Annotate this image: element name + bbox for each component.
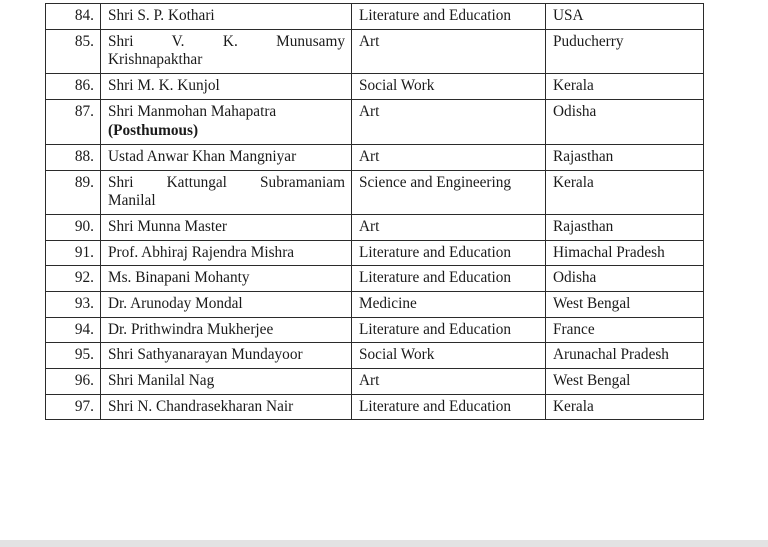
recipient-name-line: Shri N. Chandrasekharan Nair	[108, 397, 294, 415]
row-field-category: Social Work	[352, 73, 546, 99]
row-state-country: Puducherry	[546, 29, 704, 73]
table-row	[46, 144, 704, 170]
row-state-country: Himachal Pradesh	[546, 240, 704, 266]
row-state-country: Odisha	[546, 266, 704, 292]
row-field-category: Art	[352, 99, 546, 144]
row-serial-number: 97.	[46, 394, 101, 420]
table-row	[46, 291, 704, 317]
row-state-country: Kerala	[546, 394, 704, 420]
row-serial-number: 86.	[46, 73, 101, 99]
row-state-country: Rajasthan	[546, 144, 704, 170]
table-row	[46, 170, 704, 214]
row-state-country: Odisha	[546, 99, 704, 144]
row-field-category: Art	[352, 29, 546, 73]
row-serial-number: 91.	[46, 240, 101, 266]
recipient-name-line: Ms. Binapani Mohanty	[108, 269, 250, 287]
row-recipient-name	[101, 73, 352, 99]
row-recipient-name	[101, 394, 352, 420]
row-field-category: Art	[352, 144, 546, 170]
recipient-name-line: Shri M. K. Kunjol	[108, 76, 220, 94]
row-state-country: USA	[546, 4, 704, 30]
awards-recipients-table	[45, 3, 704, 420]
row-state-country: West Bengal	[546, 368, 704, 394]
table-row	[46, 266, 704, 292]
row-recipient-name	[101, 343, 352, 369]
recipient-name-line: Shri Sathyanarayan Mundayoor	[108, 346, 303, 364]
page-bottom-band	[0, 540, 768, 547]
recipient-name-line: Shri Manilal Nag	[108, 371, 215, 389]
row-field-category: Literature and Education	[352, 266, 546, 292]
table-row	[46, 317, 704, 343]
row-serial-number: 89.	[46, 170, 101, 214]
row-state-country: Rajasthan	[546, 214, 704, 240]
row-serial-number: 95.	[46, 343, 101, 369]
recipient-name-line: Shri Munna Master	[108, 217, 227, 235]
row-serial-number: 92.	[46, 266, 101, 292]
row-recipient-name	[101, 266, 352, 292]
table-row	[46, 368, 704, 394]
recipient-name-line: Ustad Anwar Khan Mangniyar	[108, 147, 297, 165]
row-state-country: West Bengal	[546, 291, 704, 317]
row-recipient-name	[101, 291, 352, 317]
table-row	[46, 343, 704, 369]
recipient-name-line: Manilal	[108, 192, 156, 210]
recipient-name-line: Dr. Prithwindra Mukherjee	[108, 320, 274, 338]
row-recipient-name	[101, 214, 352, 240]
row-recipient-name	[101, 4, 352, 30]
table-row	[46, 240, 704, 266]
row-recipient-name	[101, 29, 352, 73]
row-state-country: Kerala	[546, 170, 704, 214]
row-recipient-name	[101, 240, 352, 266]
row-serial-number: 87.	[46, 99, 101, 144]
recipient-name-line: Shri Kattungal Subramaniam	[108, 173, 345, 191]
row-serial-number: 88.	[46, 144, 101, 170]
row-field-category: Science and Engineering	[352, 170, 546, 214]
row-field-category: Literature and Education	[352, 240, 546, 266]
row-state-country: Arunachal Pradesh	[546, 343, 704, 369]
row-state-country: Kerala	[546, 73, 704, 99]
row-field-category: Literature and Education	[352, 394, 546, 420]
row-field-category: Art	[352, 214, 546, 240]
row-serial-number: 85.	[46, 29, 101, 73]
table-row	[46, 214, 704, 240]
row-serial-number: 84.	[46, 4, 101, 30]
row-serial-number: 90.	[46, 214, 101, 240]
recipient-name-line: Krishnapakthar	[108, 51, 203, 69]
table-row	[46, 4, 704, 30]
table-row	[46, 29, 704, 73]
table-row	[46, 99, 704, 144]
row-recipient-name	[101, 99, 352, 144]
row-field-category: Art	[352, 368, 546, 394]
recipient-name-line: Shri S. P. Kothari	[108, 7, 215, 24]
row-recipient-name	[101, 144, 352, 170]
recipient-name-line: Shri Manmohan Mahapatra	[108, 102, 277, 120]
row-serial-number: 96.	[46, 368, 101, 394]
posthumous-note: (Posthumous)	[108, 122, 199, 140]
row-recipient-name	[101, 170, 352, 214]
recipient-name-line: Prof. Abhiraj Rajendra Mishra	[108, 243, 295, 261]
table-body	[46, 4, 704, 420]
row-recipient-name	[101, 368, 352, 394]
row-state-country: France	[546, 317, 704, 343]
table-row	[46, 394, 704, 420]
recipient-name-line: Dr. Arunoday Mondal	[108, 294, 243, 312]
row-serial-number: 93.	[46, 291, 101, 317]
recipient-name-line: Shri V. K. Munusamy	[108, 32, 345, 50]
row-field-category: Social Work	[352, 343, 546, 369]
row-field-category: Medicine	[352, 291, 546, 317]
row-recipient-name	[101, 317, 352, 343]
table-row	[46, 73, 704, 99]
row-serial-number: 94.	[46, 317, 101, 343]
row-field-category: Literature and Education	[352, 317, 546, 343]
row-field-category: Literature and Education	[352, 4, 546, 30]
